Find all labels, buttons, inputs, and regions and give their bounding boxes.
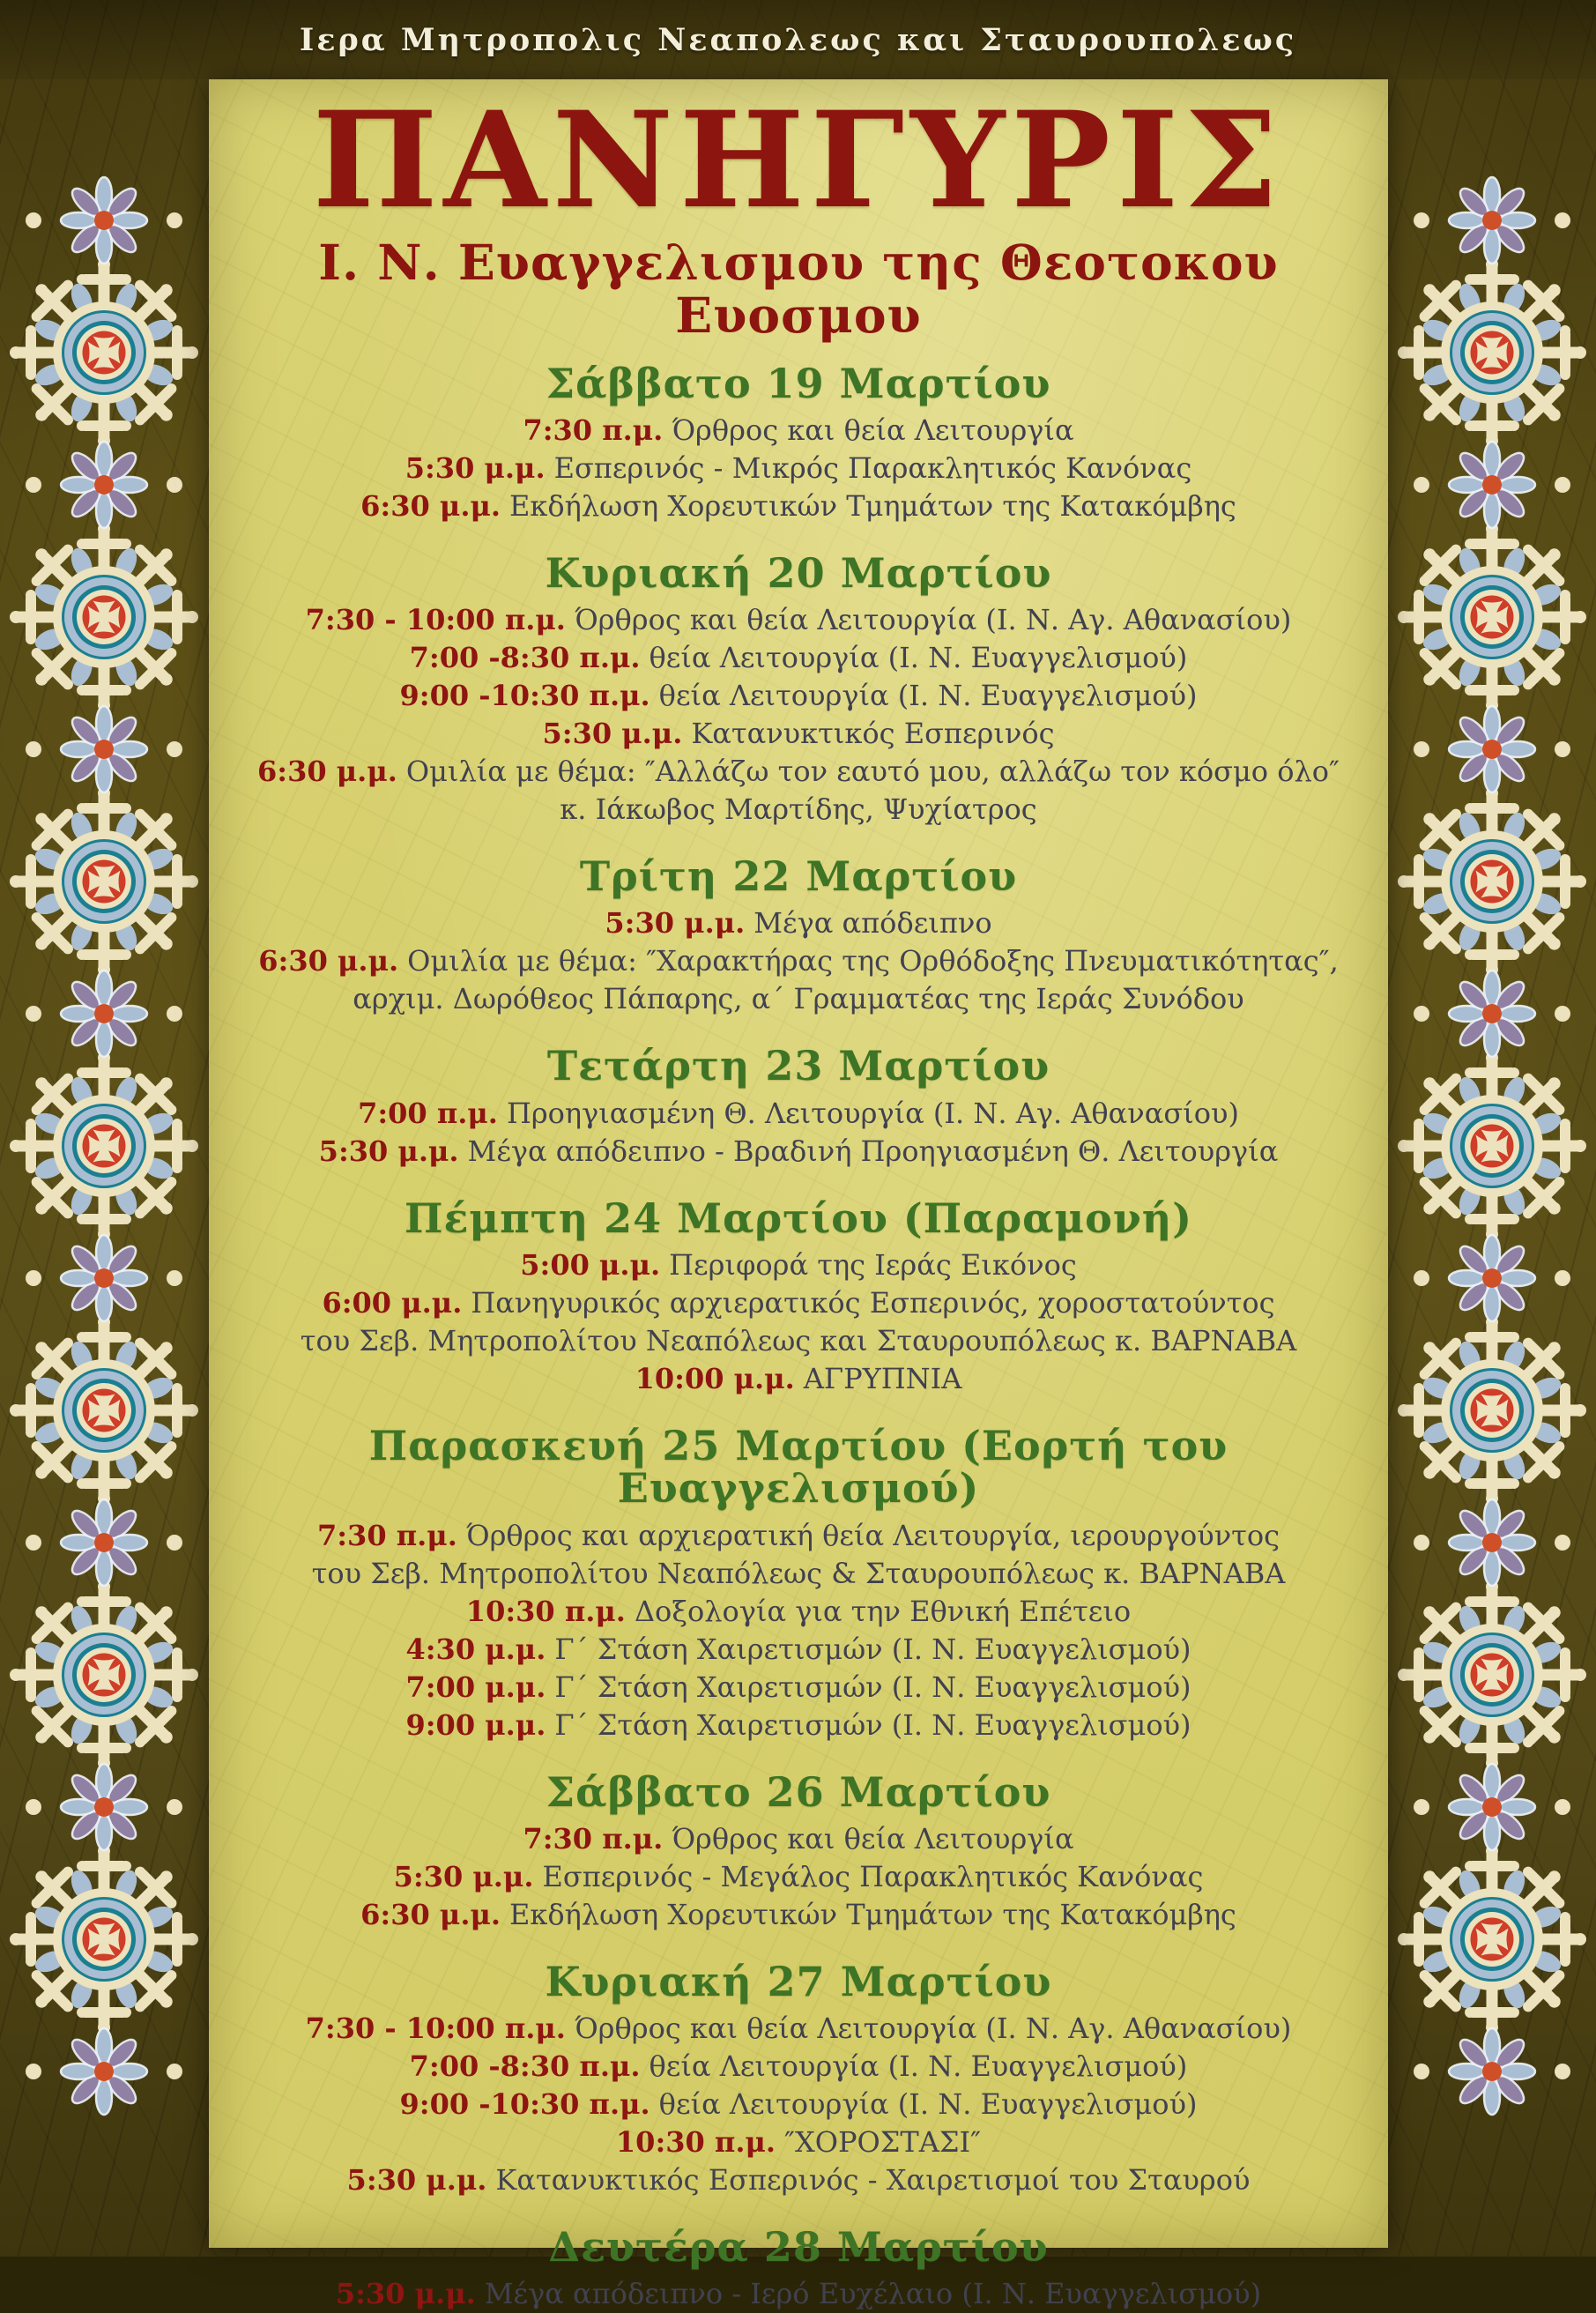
event-time: 7:30 π.μ.: [523, 1822, 663, 1856]
cross-medallion-icon: [7, 520, 201, 714]
event-text: Προηγιασμένη Θ. Λειτουργία (Ι. Ν. Αγ. Αθανασίου): [507, 1097, 1239, 1130]
event-line: [209, 715, 1388, 753]
event-line: [209, 1707, 1388, 1744]
event-time: 7:30 - 10:00 π.μ.: [306, 603, 566, 636]
event-text: Γ΄ Στάση Χαιρετισμών (Ι. Ν. Ευαγγελισμού): [554, 1632, 1191, 1666]
day-events: [209, 601, 1388, 829]
event-line: [209, 980, 1388, 1018]
event-line: [209, 1593, 1388, 1631]
event-line: [209, 1360, 1388, 1398]
event-text: θεία Λειτουργία (Ι. Ν. Ευαγγελισμού): [659, 2087, 1198, 2121]
day-header: Κυριακή 27 Μαρτίου: [209, 1960, 1388, 2003]
event-text: Κατανυκτικός Εσπερινός - Χαιρετισμοί του Σταυρού: [495, 2163, 1250, 2197]
event-text: Ομιλία με θέμα: ″Αλλάζω τον εαυτό μου, αλλάζω τον κόσμο όλο″: [406, 755, 1340, 788]
event-line: [209, 2123, 1388, 2161]
event-text: Εκδήλωση Χορευτικών Τμημάτων της Κατακόμβης: [509, 1898, 1236, 1931]
flower-rosette-icon: [1404, 172, 1580, 269]
event-line: [209, 2275, 1388, 2313]
poster-title: ΠΑΝΗΓΥΡΙΣ: [209, 92, 1388, 231]
flower-rosette-icon: [1404, 2023, 1580, 2120]
day-section: [209, 1771, 1388, 1934]
event-line: [209, 2161, 1388, 2199]
cross-medallion-icon: [7, 1842, 201, 2036]
cross-medallion-icon: [1395, 1049, 1589, 1243]
event-time: 5:30 μ.μ.: [394, 1860, 534, 1893]
event-text: Μέγα απόδειπνο - Ιερό Ευχέλαιο (Ι. Ν. Ευαγγελισμού): [485, 2277, 1261, 2310]
schedule-panel: [209, 79, 1388, 2248]
event-line: [209, 753, 1388, 791]
event-line: [209, 639, 1388, 677]
event-text: Κατανυκτικός Εσπερινός: [691, 717, 1054, 750]
event-time: 6:30 μ.μ.: [257, 755, 397, 788]
metropolis-title: Ιερα Μητροπολις Νεαπολεως και Σταυρουπολεως: [300, 22, 1296, 58]
poster-subtitle: Ι. Ν. Ευαγγελισμου της Θεοτοκου Ευοσμου: [209, 236, 1388, 343]
event-line: [209, 1896, 1388, 1934]
event-line: [209, 942, 1388, 980]
day-section: [209, 1197, 1388, 1398]
event-time: 5:30 μ.μ.: [347, 2163, 487, 2197]
event-text: Όρθρος και θεία Λειτουργία (Ι. Ν. Αγ. Αθανασίου): [575, 603, 1291, 636]
flower-rosette-icon: [1404, 1230, 1580, 1327]
flower-rosette-icon: [16, 1494, 192, 1591]
event-line: [209, 2086, 1388, 2123]
event-text: ΑΓΡΥΠΝΙΑ: [804, 1362, 962, 1395]
event-text: Πανηγυρικός αρχιερατικός Εσπερινός, χοροστατούντος: [471, 1286, 1274, 1320]
event-time: 10:30 π.μ.: [466, 1595, 626, 1628]
event-text: Εκδήλωση Χορευτικών Τμημάτων της Κατακόμβης: [509, 489, 1236, 523]
cross-medallion-icon: [7, 1578, 201, 1772]
day-section: [209, 2226, 1388, 2313]
cross-medallion-icon: [1395, 785, 1589, 978]
flower-rosette-icon: [16, 2023, 192, 2120]
event-text: Δοξολογία για την Εθνική Επέτειο: [635, 1595, 1131, 1628]
day-section: [209, 362, 1388, 525]
flower-rosette-icon: [16, 1230, 192, 1327]
cross-medallion-icon: [1395, 256, 1589, 450]
day-header: Τρίτη 22 Μαρτίου: [209, 855, 1388, 897]
flower-rosette-icon: [16, 1759, 192, 1856]
flower-rosette-icon: [16, 436, 192, 533]
cross-medallion-icon: [1395, 1842, 1589, 2036]
event-text: Μέγα απόδειπνο - Βραδινή Προηγιασμένη Θ. Λειτουργία: [468, 1134, 1279, 1168]
day-events: [209, 1095, 1388, 1171]
cross-medallion-icon: [7, 1313, 201, 1507]
event-text: Εσπερινός - Μικρός Παρακλητικός Κανόνας: [554, 451, 1192, 485]
event-text: Εσπερινός - Μεγάλος Παρακλητικός Κανόνας: [542, 1860, 1203, 1893]
flower-rosette-icon: [16, 172, 192, 269]
event-line: [209, 1133, 1388, 1171]
event-time: 10:30 π.μ.: [616, 2125, 776, 2159]
event-time: 10:00 μ.μ.: [635, 1362, 795, 1395]
event-time: 5:30 μ.μ.: [405, 451, 546, 485]
event-line: [209, 2010, 1388, 2048]
event-time: 7:00 -8:30 π.μ.: [410, 641, 641, 674]
event-time: 5:00 μ.μ.: [520, 1248, 660, 1282]
day-section: [209, 1424, 1388, 1744]
event-text: Όρθρος και θεία Λειτουργία: [672, 1822, 1073, 1856]
event-time: 5:30 μ.μ.: [542, 717, 682, 750]
day-section: [209, 552, 1388, 829]
event-time: 7:30 π.μ.: [317, 1519, 457, 1552]
day-header: Πέμπτη 24 Μαρτίου (Παραμονή): [209, 1197, 1388, 1239]
day-events: [209, 2010, 1388, 2199]
event-text: θεία Λειτουργία (Ι. Ν. Ευαγγελισμού): [659, 679, 1198, 712]
event-time: 7:00 μ.μ.: [405, 1670, 546, 1704]
day-events: [209, 412, 1388, 525]
flower-rosette-icon: [1404, 1494, 1580, 1591]
day-events: [209, 1820, 1388, 1934]
day-header: Τετάρτη 23 Μαρτίου: [209, 1045, 1388, 1087]
cross-medallion-icon: [7, 1049, 201, 1243]
event-text: Γ΄ Στάση Χαιρετισμών (Ι. Ν. Ευαγγελισμού): [554, 1708, 1191, 1742]
event-line: [209, 412, 1388, 450]
event-text: ″ΧΟΡΟΣΤΑΣΙ″: [784, 2125, 981, 2159]
day-events: [209, 1517, 1388, 1744]
event-time: 7:00 -8:30 π.μ.: [410, 2049, 641, 2083]
event-line: [209, 791, 1388, 829]
event-line: [209, 1631, 1388, 1669]
event-time: 5:30 μ.μ.: [336, 2277, 476, 2310]
day-header: Σάββατο 19 Μαρτίου: [209, 362, 1388, 405]
day-section: [209, 1045, 1388, 1170]
cross-medallion-icon: [1395, 1578, 1589, 1772]
event-line: [209, 1820, 1388, 1858]
event-time: 7:00 π.μ.: [358, 1097, 498, 1130]
event-line: [209, 1517, 1388, 1555]
event-line: [209, 904, 1388, 942]
event-text: Γ΄ Στάση Χαιρετισμών (Ι. Ν. Ευαγγελισμού): [554, 1670, 1191, 1704]
event-line: [209, 487, 1388, 525]
flower-rosette-icon: [16, 965, 192, 1062]
day-header: Κυριακή 20 Μαρτίου: [209, 552, 1388, 594]
event-time: 9:00 -10:30 π.μ.: [400, 679, 650, 712]
event-line: [209, 1322, 1388, 1360]
day-events: [209, 904, 1388, 1018]
event-line: [209, 2048, 1388, 2086]
event-line: [209, 601, 1388, 639]
day-header: Παρασκευή 25 Μαρτίου (Εορτή του Ευαγγελισμού): [209, 1424, 1388, 1510]
cross-medallion-icon: [1395, 520, 1589, 714]
event-time: 4:30 μ.μ.: [405, 1632, 546, 1666]
day-header: Δευτέρα 28 Μαρτίου: [209, 2226, 1388, 2268]
event-time: 7:30 - 10:00 π.μ.: [306, 2012, 566, 2045]
event-time: 6:00 μ.μ.: [322, 1286, 462, 1320]
event-text: Όρθρος και αρχιερατική θεία Λειτουργία, ιερουργούντος: [466, 1519, 1280, 1552]
event-line: [209, 677, 1388, 715]
event-line: [209, 450, 1388, 487]
flower-rosette-icon: [1404, 965, 1580, 1062]
event-line: [209, 1555, 1388, 1593]
event-line: [209, 1095, 1388, 1133]
event-time: 5:30 μ.μ.: [319, 1134, 459, 1168]
flower-rosette-icon: [1404, 436, 1580, 533]
event-line: [209, 1284, 1388, 1322]
top-banner: [0, 0, 1596, 79]
day-header: Σάββατο 26 Μαρτίου: [209, 1771, 1388, 1813]
event-time: 6:30 μ.μ.: [258, 944, 398, 978]
flower-rosette-icon: [1404, 1759, 1580, 1856]
event-time: 7:30 π.μ.: [523, 413, 663, 447]
event-time: 6:30 μ.μ.: [360, 489, 501, 523]
event-time: 6:30 μ.μ.: [360, 1898, 501, 1931]
event-time: 5:30 μ.μ.: [605, 906, 745, 940]
flower-rosette-icon: [16, 701, 192, 798]
event-text: Όρθρος και θεία Λειτουργία (Ι. Ν. Αγ. Αθανασίου): [575, 2012, 1291, 2045]
event-text: κ. Ιάκωβος Μαρτίδης, Ψυχίατρος: [560, 792, 1036, 826]
day-section: [209, 1960, 1388, 2199]
event-text: του Σεβ. Μητροπολίτου Νεαπόλεως & Σταυρουπόλεως κ. ΒΑΡΝΑΒΑ: [312, 1557, 1286, 1590]
event-text: του Σεβ. Μητροπολίτου Νεαπόλεως και Σταυρουπόλεως κ. ΒΑΡΝΑΒΑ: [301, 1324, 1296, 1357]
day-events: [209, 2275, 1388, 2313]
flower-rosette-icon: [1404, 701, 1580, 798]
event-text: Μέγα απόδειπνο: [753, 906, 991, 940]
event-time: 9:00 -10:30 π.μ.: [400, 2087, 650, 2121]
day-section: [209, 855, 1388, 1018]
event-text: αρχιμ. Δωρόθεος Πάπαρης, α΄ Γραμματέας της Ιεράς Συνόδου: [353, 982, 1243, 1015]
event-line: [209, 1858, 1388, 1896]
event-text: Περιφορά της Ιεράς Εικόνος: [669, 1248, 1077, 1282]
event-text: Όρθρος και θεία Λειτουργία: [672, 413, 1073, 447]
event-text: θεία Λειτουργία (Ι. Ν. Ευαγγελισμού): [650, 641, 1188, 674]
event-line: [209, 1246, 1388, 1284]
schedule: [209, 362, 1388, 2313]
day-events: [209, 1246, 1388, 1398]
event-text: Ομιλία με θέμα: ″Χαρακτήρας της Ορθόδοξης Πνευματικότητας″,: [407, 944, 1339, 978]
cross-medallion-icon: [7, 256, 201, 450]
event-text: θεία Λειτουργία (Ι. Ν. Ευαγγελισμού): [650, 2049, 1188, 2083]
cross-medallion-icon: [7, 785, 201, 978]
event-line: [209, 1669, 1388, 1707]
event-time: 9:00 μ.μ.: [405, 1708, 546, 1742]
cross-medallion-icon: [1395, 1313, 1589, 1507]
